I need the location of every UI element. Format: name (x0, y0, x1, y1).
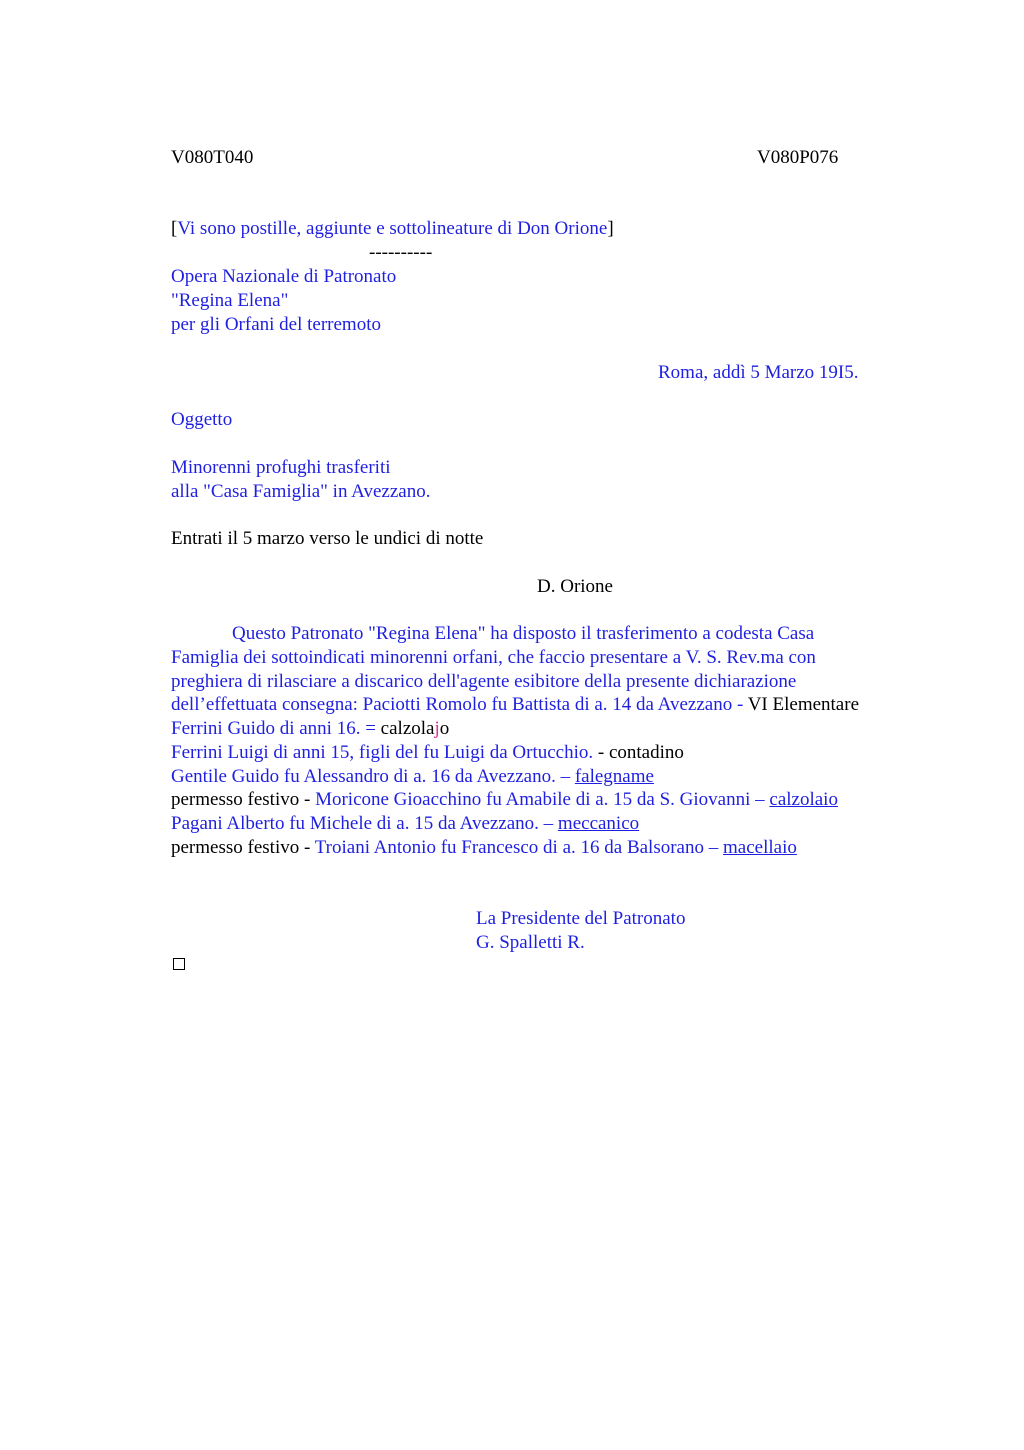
note-close-bracket: ] (607, 218, 614, 239)
list-item-trade: meccanico (557, 813, 640, 834)
list-item (171, 765, 654, 789)
body-line-4-note: VI Elementare (747, 694, 860, 715)
list-item (171, 741, 684, 765)
list-item-name: Troiani Antonio fu Francesco di a. 16 da Balsorano – (314, 837, 723, 858)
date-line: Roma, addì 5 Marzo 19I5. (658, 362, 859, 383)
subject-line-1: Minorenni profughi trasferiti (171, 457, 391, 478)
closing-title: La Presidente del Patronato (476, 908, 686, 929)
header-left-code: V080T040 (171, 147, 254, 168)
annotation-signature: D. Orione (537, 576, 613, 597)
body-line-1: Questo Patronato "Regina Elena" ha disposto il trasferimento a codesta Casa (232, 623, 815, 644)
body-line-4-text: dell’effettuata consegna: Paciotti Romolo fu Battista di a. 14 da Avezzano - (171, 694, 748, 715)
list-item-name: Ferrini Luigi di anni 15, figli del fu Luigi da Ortucchio. (171, 742, 594, 763)
list-item-correction: j (434, 718, 440, 739)
letterhead-line-1: Opera Nazionale di Patronato (171, 266, 397, 287)
body-line-3: preghiera di rilasciare a discarico dell'agente esibitore della presente dichiarazione (171, 671, 797, 692)
entry-annotation: Entrati il 5 marzo verso le undici di notte (171, 528, 484, 549)
list-item-trade: - contadino (593, 742, 684, 763)
list-item (171, 836, 797, 860)
note-text: Vi sono postille, aggiunte e sottolineature di Don Orione (177, 218, 608, 239)
list-item (171, 788, 838, 812)
closing-name: G. Spalletti R. (476, 932, 585, 953)
letterhead-line-3: per gli Orfani del terremoto (171, 314, 381, 335)
header-right-code: V080P076 (757, 147, 839, 168)
subject-line-2: alla "Casa Famiglia" in Avezzano. (171, 481, 431, 502)
body-line-2: Famiglia dei sottoindicati minorenni orfani, che faccio presentare a V. S. Rev.ma con (171, 647, 816, 668)
list-item-name: Pagani Alberto fu Michele di a. 15 da Avezzano. – (171, 813, 558, 834)
list-item-name: Moricone Gioacchino fu Amabile di a. 15 da S. Giovanni – (315, 789, 770, 810)
list-item-name: Ferrini Guido di anni 16. = (171, 718, 381, 739)
list-item-trade: macellaio (723, 837, 797, 858)
list-item-trade: falegname (574, 766, 654, 787)
body-line-4 (171, 693, 859, 717)
editorial-note (171, 217, 614, 241)
list-item-prefix: permesso festivo - (171, 837, 315, 858)
subject-label: Oggetto (171, 409, 233, 430)
empty-square-icon (173, 958, 185, 970)
list-item-trade-end: o (439, 718, 450, 739)
separator: ---------- (369, 242, 433, 263)
list-item-trade: calzolaio (769, 789, 838, 810)
list-item (171, 717, 449, 741)
list-item (171, 812, 639, 836)
note-open-bracket: [ (171, 218, 178, 239)
list-item-name: Gentile Guido fu Alessandro di a. 16 da Avezzano. – (171, 766, 575, 787)
list-item-trade: calzola (380, 718, 435, 739)
letterhead-line-2: "Regina Elena" (171, 290, 289, 311)
list-item-prefix: permesso festivo - (171, 789, 316, 810)
